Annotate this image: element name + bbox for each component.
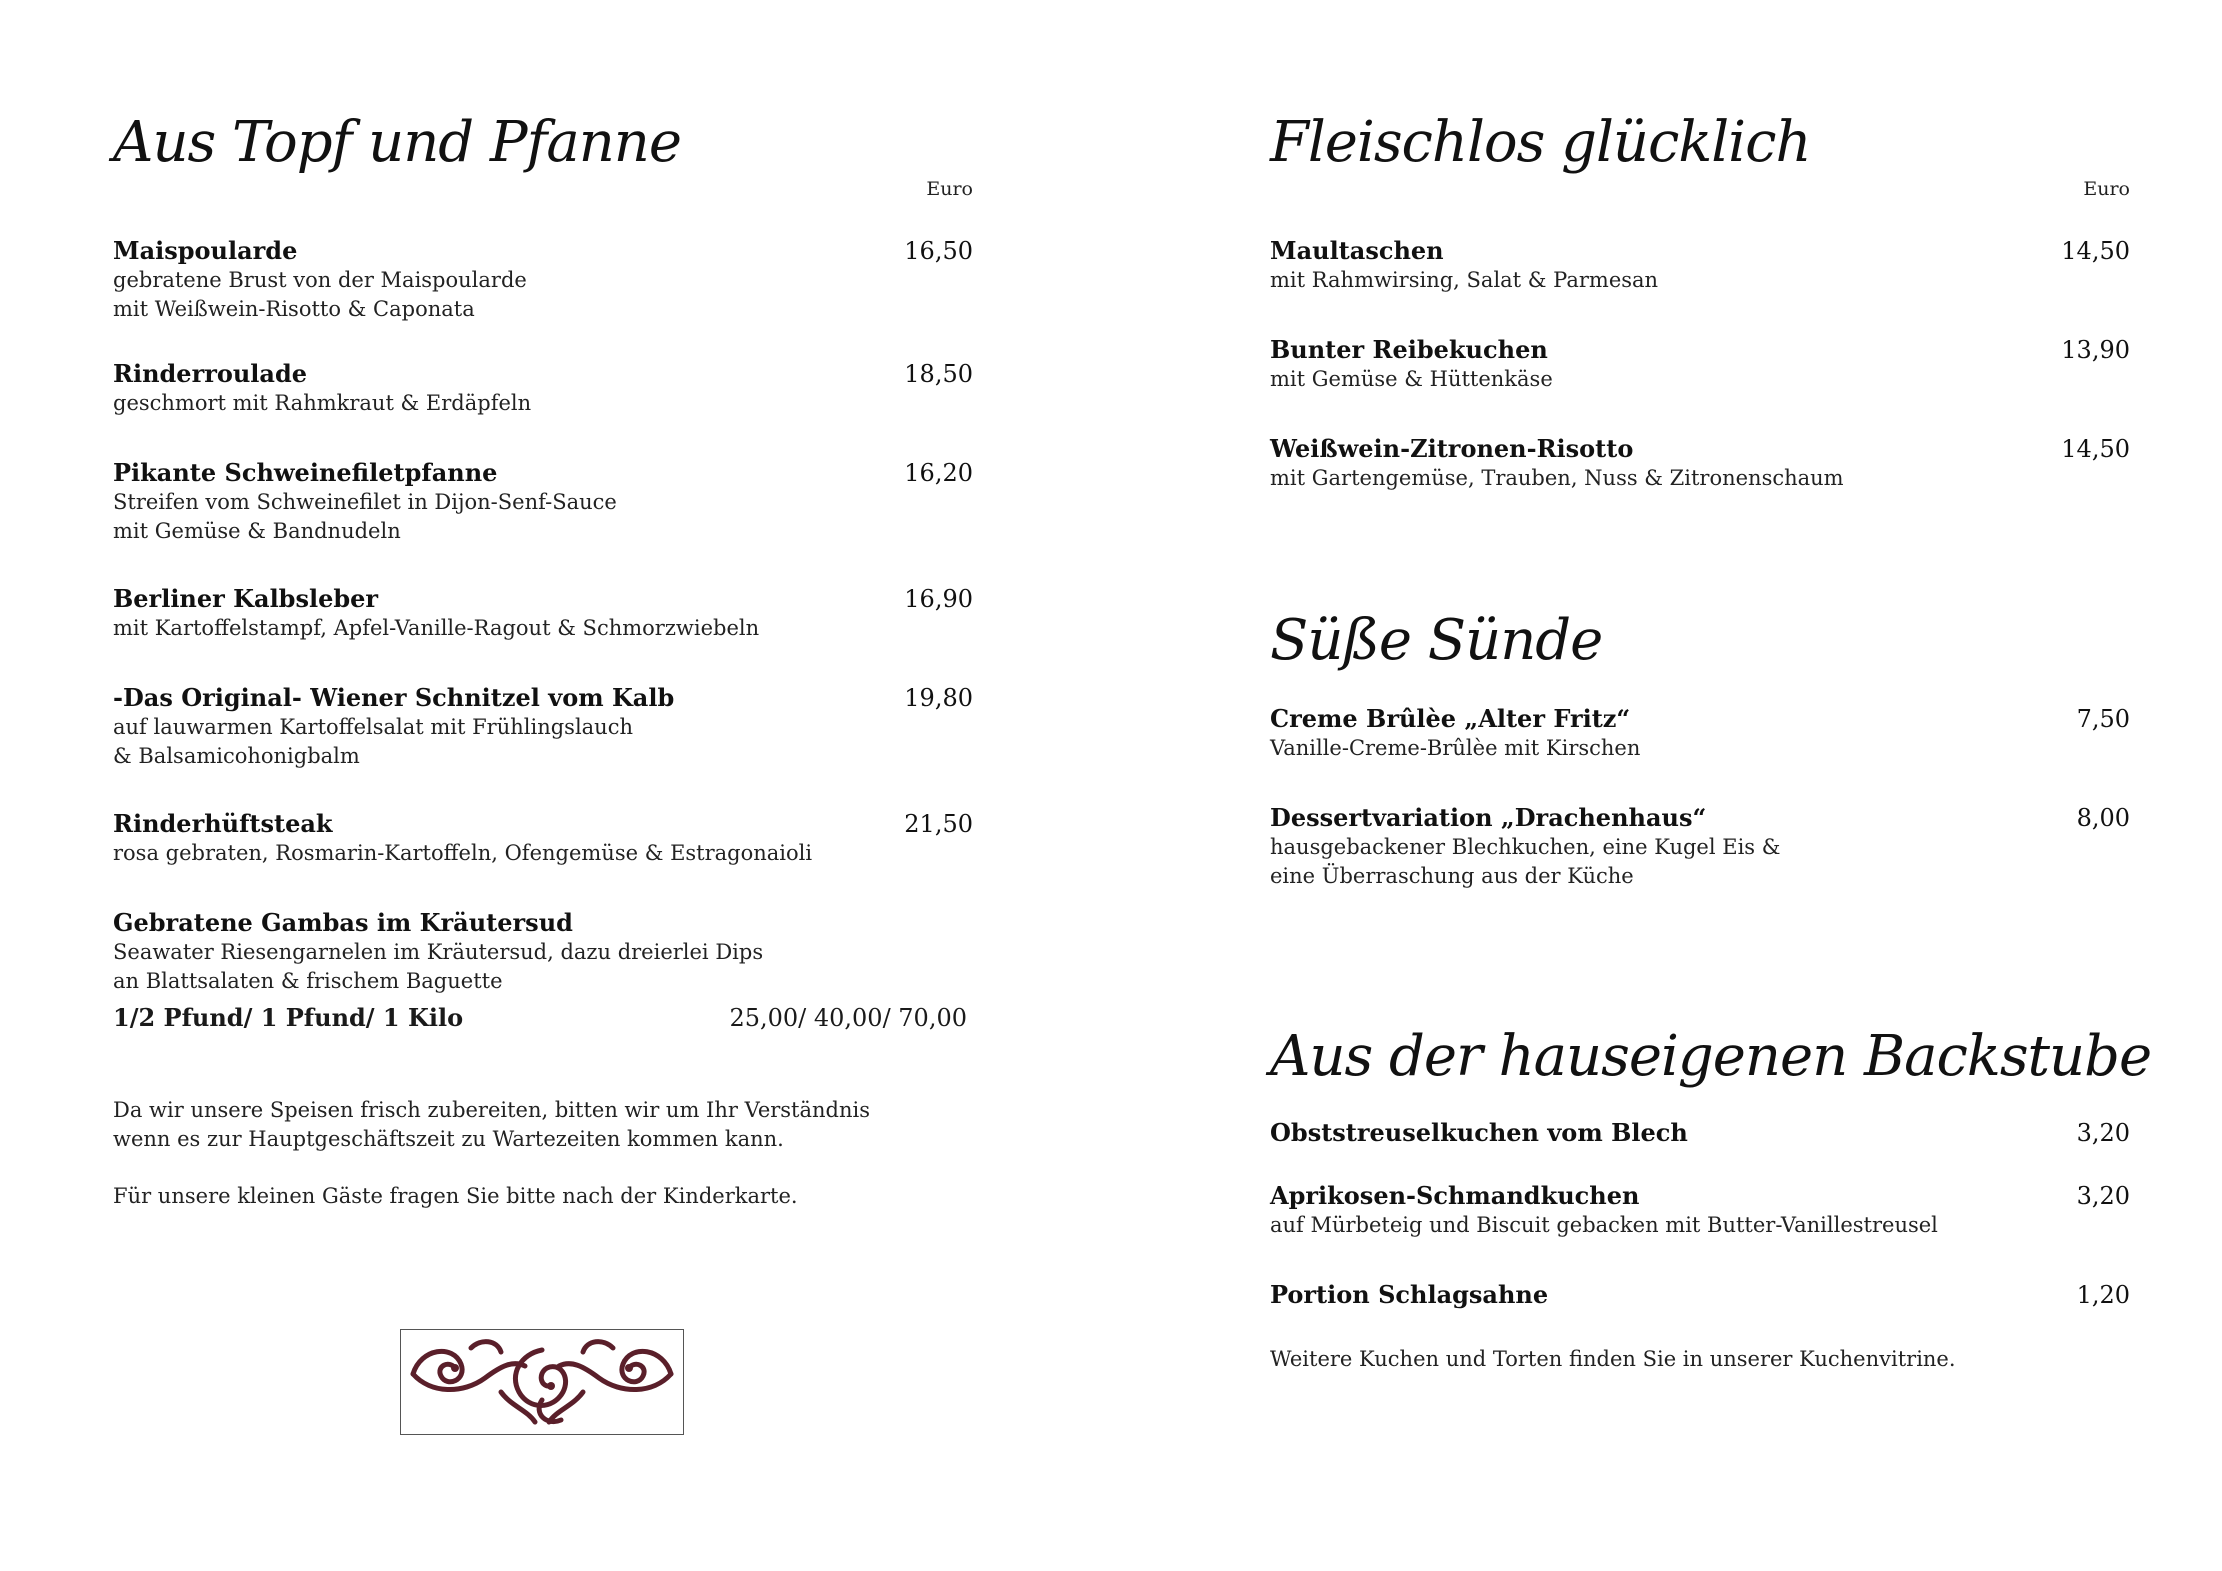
item-price: 16,20 [904,459,973,487]
section-heading: Süße Sünde [1270,608,1603,673]
item-description: mit Gemüse & Bandnudeln [113,519,401,543]
item-price: 14,50 [2061,237,2130,265]
item-name: Pikante Schweinefiletpfanne [113,458,498,487]
info-note: Da wir unsere Speisen frisch zubereiten, bitten wir um Ihr Verständnis [113,1098,871,1122]
item-description: auf Mürbeteig und Biscuit gebacken mit Butter-Vanillestreusel [1270,1213,1938,1237]
menu-item [1270,335,2130,394]
size-prices: 25,00/ 40,00/ 70,00 [729,1004,967,1032]
section-heading: Aus der hauseigenen Backstube [1270,1024,2152,1089]
item-description: Vanille-Creme-Brûlèe mit Kirschen [1270,736,1641,760]
item-description: an Blattsalaten & frischem Baguette [113,969,503,993]
item-price: 13,90 [2061,336,2130,364]
item-name: Aprikosen-Schmandkuchen [1270,1181,1640,1210]
menu-item [113,809,973,868]
item-price: 19,80 [904,684,973,712]
item-description: eine Überraschung aus der Küche [1270,864,1634,888]
menu-item [113,584,973,643]
size-price-row [113,1003,973,1033]
item-name: -Das Original- Wiener Schnitzel vom Kalb [113,683,675,712]
item-price: 16,50 [904,237,973,265]
item-description: geschmort mit Rahmkraut & Erdäpfeln [113,391,532,415]
item-name: Weißwein-Zitronen-Risotto [1270,434,1634,463]
section-heading: Aus Topf und Pfanne [113,110,681,175]
item-description: hausgebackener Blechkuchen, eine Kugel Eis & [1270,835,1781,859]
menu-item [113,359,973,418]
menu-item [113,458,973,546]
item-description: Seawater Riesengarnelen im Kräutersud, dazu dreierlei Dips [113,940,764,964]
item-price: 7,50 [2076,705,2130,733]
section-heading: Fleischlos glücklich [1270,110,1811,175]
item-description: mit Kartoffelstampf, Apfel-Vanille-Ragout & Schmorzwiebeln [113,616,760,640]
info-note: Für unsere kleinen Gäste fragen Sie bitte nach der Kinderkarte. [113,1184,798,1208]
item-price: 16,90 [904,585,973,613]
menu-item [113,908,973,996]
item-description: mit Gartengemüse, Trauben, Nuss & Zitronenschaum [1270,466,1844,490]
item-name: Rinderroulade [113,359,308,388]
item-name: Obststreuselkuchen vom Blech [1270,1118,1688,1147]
item-description: gebratene Brust von der Maispoularde [113,268,527,292]
item-description: rosa gebraten, Rosmarin-Kartoffeln, Ofengemüse & Estragonaioli [113,841,813,865]
menu-item [1270,1181,2130,1240]
info-note: Weitere Kuchen und Torten finden Sie in unserer Kuchenvitrine. [1270,1347,1956,1371]
item-name: Bunter Reibekuchen [1270,335,1548,364]
menu-item [1270,803,2130,891]
item-name: Portion Schlagsahne [1270,1280,1549,1309]
item-name: Gebratene Gambas im Kräutersud [113,908,573,937]
item-price: 18,50 [904,360,973,388]
size-options: 1/2 Pfund/ 1 Pfund/ 1 Kilo [113,1003,464,1032]
item-name: Maispoularde [113,236,298,265]
item-description: mit Gemüse & Hüttenkäse [1270,367,1553,391]
menu-item [1270,236,2130,295]
item-description: mit Weißwein-Risotto & Caponata [113,297,475,321]
menu-item [1270,434,2130,493]
menu-item [1270,1118,2130,1148]
item-name: Maultaschen [1270,236,1444,265]
menu-item [113,683,973,771]
item-price: 3,20 [2076,1119,2130,1147]
currency-label: Euro [926,178,973,200]
menu-item [1270,704,2130,763]
item-price: 14,50 [2061,435,2130,463]
item-price: 8,00 [2076,804,2130,832]
baroque-scroll-ornament-icon [400,1329,684,1435]
menu-item [1270,1280,2130,1310]
item-name: Dessertvariation „Drachenhaus“ [1270,803,1707,832]
item-description: & Balsamicohonigbalm [113,744,360,768]
info-note: wenn es zur Hauptgeschäftszeit zu Wartezeiten kommen kann. [113,1127,784,1151]
item-name: Creme Brûlèe „Alter Fritz“ [1270,704,1631,733]
item-description: Streifen vom Schweinefilet in Dijon-Senf-Sauce [113,490,617,514]
menu-item [113,236,973,324]
item-price: 1,20 [2076,1281,2130,1309]
item-price: 21,50 [904,810,973,838]
item-price: 3,20 [2076,1182,2130,1210]
item-description: auf lauwarmen Kartoffelsalat mit Frühlingslauch [113,715,633,739]
item-name: Berliner Kalbsleber [113,584,379,613]
item-name: Rinderhüftsteak [113,809,333,838]
item-description: mit Rahmwirsing, Salat & Parmesan [1270,268,1659,292]
currency-label: Euro [2083,178,2130,200]
